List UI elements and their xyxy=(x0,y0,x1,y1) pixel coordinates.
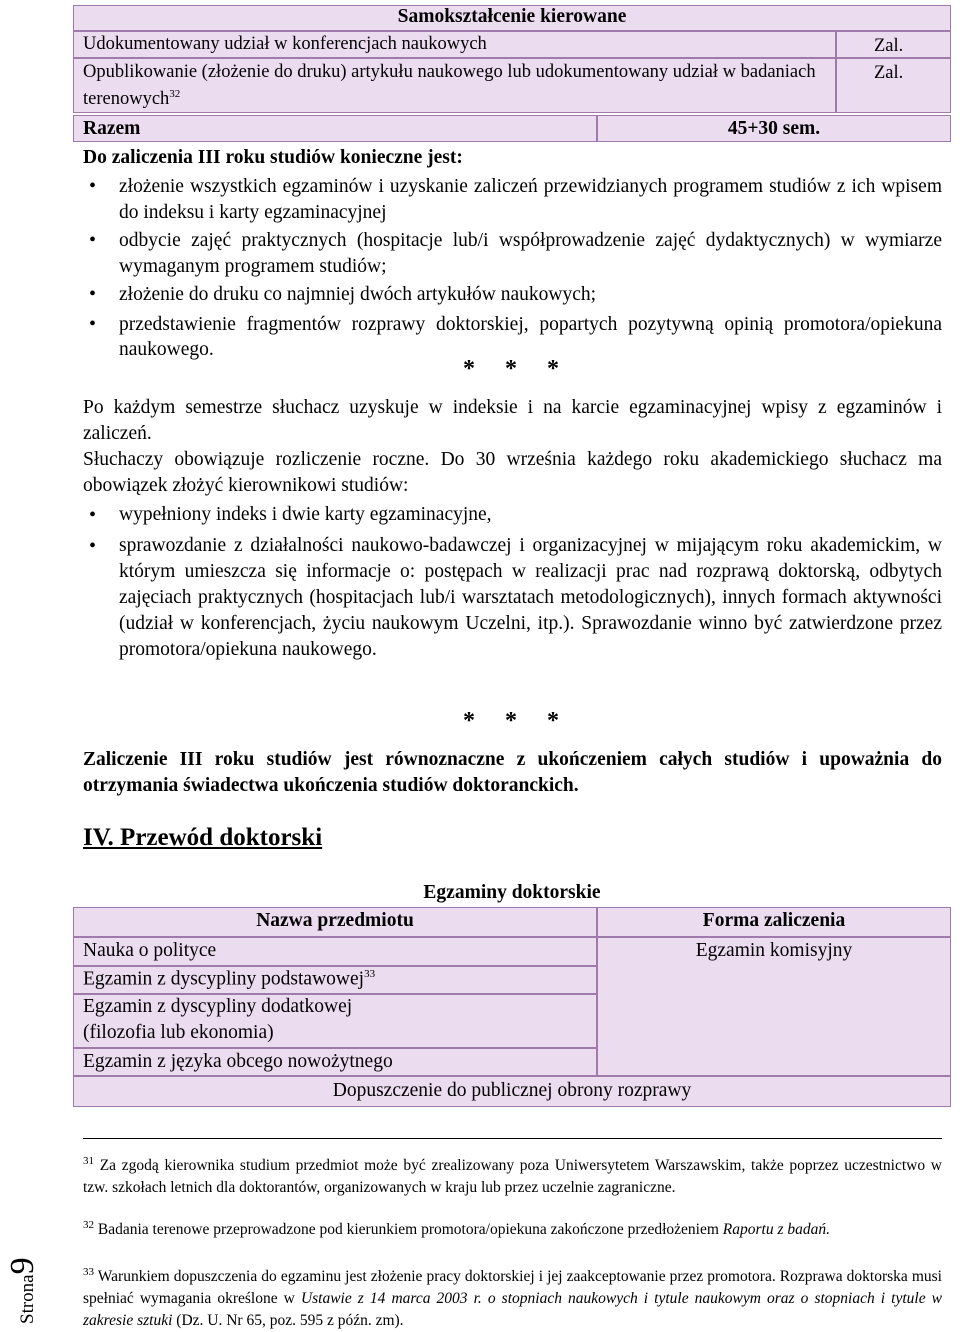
top-table-row2-label xyxy=(83,61,828,110)
exam-row3-sublabel: (filozofia lub ekonomia) xyxy=(83,1022,274,1043)
exam-row3-label: Egzamin z dyscypliny dodatkowej xyxy=(83,996,353,1017)
list-item: • przedstawienie fragmentów rozprawy doktorskiej, popartych pozytywną opinią promotora/opiekuna naukowego. xyxy=(83,312,942,363)
separator-stars: * * * xyxy=(463,356,559,382)
footnote-ref-33: 33 xyxy=(364,968,376,980)
footnote-32-number: 32 xyxy=(83,1219,94,1231)
top-table-header: Samokształcenie kierowane xyxy=(397,6,627,27)
year3-heading: Do zaliczenia III roku studiów konieczne jest: xyxy=(83,147,463,168)
exam-table-col1-header: Nazwa przedmiotu xyxy=(256,910,414,931)
year3-list xyxy=(83,174,942,363)
conclusion: Zaliczenie III roku studiów jest równoznaczne z ukończeniem całych studiów i upoważnia do otrzymania świadectwa ukończenia studiów doktoranckich. xyxy=(83,749,942,796)
footnote-33-number: 33 xyxy=(83,1266,94,1278)
exam-row2-label: Egzamin z dyscypliny podstawowej xyxy=(83,968,365,990)
footnote-32-italic: Raportu z badań. xyxy=(722,1221,830,1239)
exam-row4-label: Egzamin z języka obcego nowożytnego xyxy=(83,1051,393,1072)
footnote-31-number: 31 xyxy=(83,1155,94,1167)
list-item: • sprawozdanie z działalności naukowo-badawczej i organizacyjnej w mijającym roku akademickim, w którym umieszcza się informacje o: postępach w realizacji prac nad rozprawą doktorską, odbytych zajęciach praktycznych (hospitacjach lub/i warsztatach metodologicznych), innych formach aktywności (udział w konferencjach, życiu naukowym Uczelni, itp.). Sprawozdanie winno być zatwierdzone przez promotora/opiekuna naukowego. xyxy=(83,533,942,663)
footnote-33-text: Warunkiem dopuszczenia do egzaminu jest złożenie pracy doktorskiej i jej zaakceptowanie przez promotora. Rozprawa doktorska musi spełniać wymagania określone w xyxy=(83,1268,942,1308)
list-item: • złożenie do druku co najmniej dwóch artykułów naukowych; xyxy=(83,282,942,308)
section-title: IV. Przewód doktorski xyxy=(83,824,323,851)
footnote-31 xyxy=(83,1150,942,1199)
exam-table-col2-header: Forma zaliczenia xyxy=(702,910,846,931)
top-table-total-value: 45+30 sem. xyxy=(727,118,821,139)
top-table-row1-label: Udokumentowany udział w konferencjach naukowych xyxy=(83,34,487,54)
page-number: 9 xyxy=(4,1257,41,1275)
top-table-row2-text: Opublikowanie (złożenie do druku) artykułu naukowego lub udokumentowany udział w badaniach terenowych xyxy=(83,62,816,110)
footnote-divider xyxy=(83,1138,942,1139)
exam-row2-label-wrap xyxy=(83,968,375,991)
list-item: • odbycie zajęć praktycznych (hospitacje lub/i współprowadzenie zajęć dydaktycznych) w wymiarze wymaganym programem studiów; xyxy=(83,228,942,279)
footnote-33-italic: Ustawie z 14 marca 2003 r. o stopniach naukowych i tytule naukowym oraz o stopniach i tytule w zakresie sztuki xyxy=(83,1290,942,1330)
footnote-33-ref: (Dz. U. Nr 65, poz. 595 z późn. zm). xyxy=(176,1312,404,1330)
separator-stars-2: * * * xyxy=(463,708,559,734)
exam-final-label: Dopuszczenie do publicznej obrony rozprawy xyxy=(332,1080,692,1101)
footnote-ref-32: 32 xyxy=(169,88,181,100)
semester-paragraph-2: Słuchaczy obowiązuje rozliczenie roczne. Do 30 września każdego roku akademickiego słuchacz ma obowiązek złożyć kierownikowi studiów: xyxy=(83,449,942,496)
list-item: • złożenie wszystkich egzaminów i uzyskanie zaliczeń przewidzianych programem studiów z ich wpisem do indeksu i karty egzaminacyjnej xyxy=(83,174,942,225)
semester-list xyxy=(83,502,942,663)
top-table-row1-value: Zal. xyxy=(874,36,904,56)
top-table-total-label-cell xyxy=(73,115,597,142)
footnote-33 xyxy=(83,1261,942,1332)
exam-row1-label: Nauka o polityce xyxy=(83,940,217,961)
top-table-row2-value: Zal. xyxy=(874,63,904,83)
page-label xyxy=(4,1214,41,1324)
semester-paragraph-1: Po każdym semestrze słuchacz uzyskuje w indeksie i na karcie egzaminacyjnej wpisy z egzaminów i zaliczeń. xyxy=(83,397,942,444)
footnote-31-text: Za zgodą kierownika studium przedmiot może być zrealizowany poza Uniwersytetem Warszawskim, także poprzez uczestnictwo w tzw. szkołach letnich dla doktorantów, organizowanych w kraju lub przez uczelnie zagraniczne. xyxy=(83,1157,943,1197)
exam-form-label: Egzamin komisyjny xyxy=(695,940,853,961)
footnote-32 xyxy=(83,1214,942,1241)
list-item: • wypełniony indeks i dwie karty egzaminacyjne, xyxy=(83,502,942,528)
exam-table-caption: Egzaminy doktorskie xyxy=(423,882,601,903)
page-label-word: Strona xyxy=(17,1274,38,1324)
top-table-total-label: Razem xyxy=(83,118,141,139)
footnote-32-text: Badania terenowe przeprowadzone pod kierunkiem promotora/opiekuna zakończone przedłożeniem xyxy=(97,1221,719,1239)
